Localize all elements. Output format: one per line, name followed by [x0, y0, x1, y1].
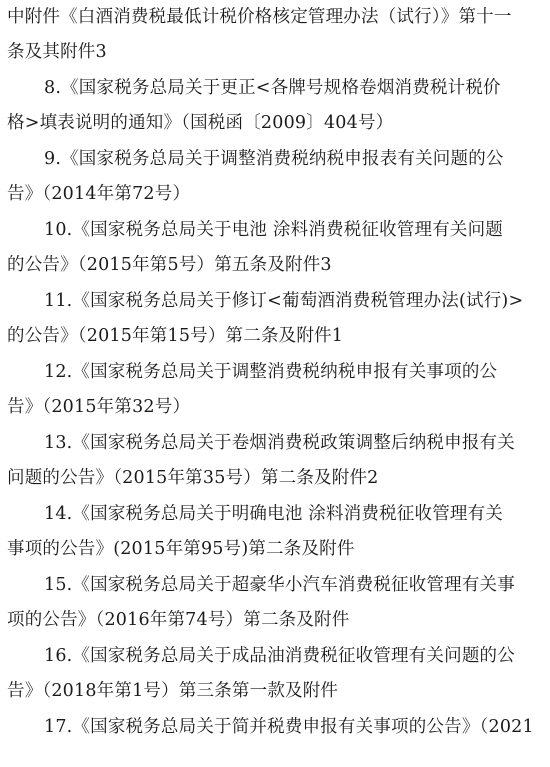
list-item-10-line-2: 的公告》（2015年第5号）第五条及附件3	[7, 255, 332, 275]
list-item-14-line-2: 事项的公告》(2015年第95号)第二条及附件	[7, 539, 355, 559]
text-line: 中附件《白酒消费税最低计税价格核定管理办法（试行）》第十一	[7, 7, 512, 27]
list-item-9-line-2: 告》（2014年第72号）	[7, 184, 191, 204]
list-item-15-line-1: 15.《国家税务总局关于超豪华小汽车消费税征收管理有关事	[44, 575, 515, 595]
list-item-12-line-2: 告》（2015年第32号）	[7, 397, 191, 417]
list-item-16-line-2: 告》（2018年第1号）第三条第一款及附件	[7, 681, 339, 701]
list-item-11-line-2: 的公告》（2015年第15号）第二条及附件1	[7, 326, 344, 346]
list-item-13-line-2: 问题的公告》（2015年第35号）第二条及附件2	[7, 468, 379, 488]
list-item-15-line-2: 项的公告》（2016年第74号）第二条及附件	[7, 610, 350, 630]
list-item-12-line-1: 12.《国家税务总局关于调整消费税纳税申报有关事项的公	[44, 362, 498, 382]
list-item-8-line-2: 格>填表说明的通知》（国税函〔2009〕404号）	[7, 113, 394, 133]
list-item-13-line-1: 13.《国家税务总局关于卷烟消费税政策调整后纳税申报有关	[44, 433, 515, 453]
list-item-16-line-1: 16.《国家税务总局关于成品油消费税征收管理有关问题的公	[44, 646, 515, 666]
list-item-10-line-1: 10.《国家税务总局关于电池 涂料消费税征收管理有关问题	[44, 220, 503, 240]
list-item-11-line-1: 11.《国家税务总局关于修订<葡萄酒消费税管理办法(试行)>	[44, 291, 524, 311]
list-item-9-line-1: 9.《国家税务总局关于调整消费税纳税申报表有关问题的公	[44, 149, 504, 169]
list-item-17-line-1: 17.《国家税务总局关于简并税费申报有关事项的公告》（2021	[44, 717, 534, 737]
list-item-14-line-1: 14.《国家税务总局关于明确电池 涂料消费税征收管理有关	[44, 504, 503, 524]
list-item-8-line-1: 8.《国家税务总局关于更正<各牌号规格卷烟消费税计税价	[44, 78, 501, 98]
text-line: 条及其附件3	[7, 42, 107, 62]
